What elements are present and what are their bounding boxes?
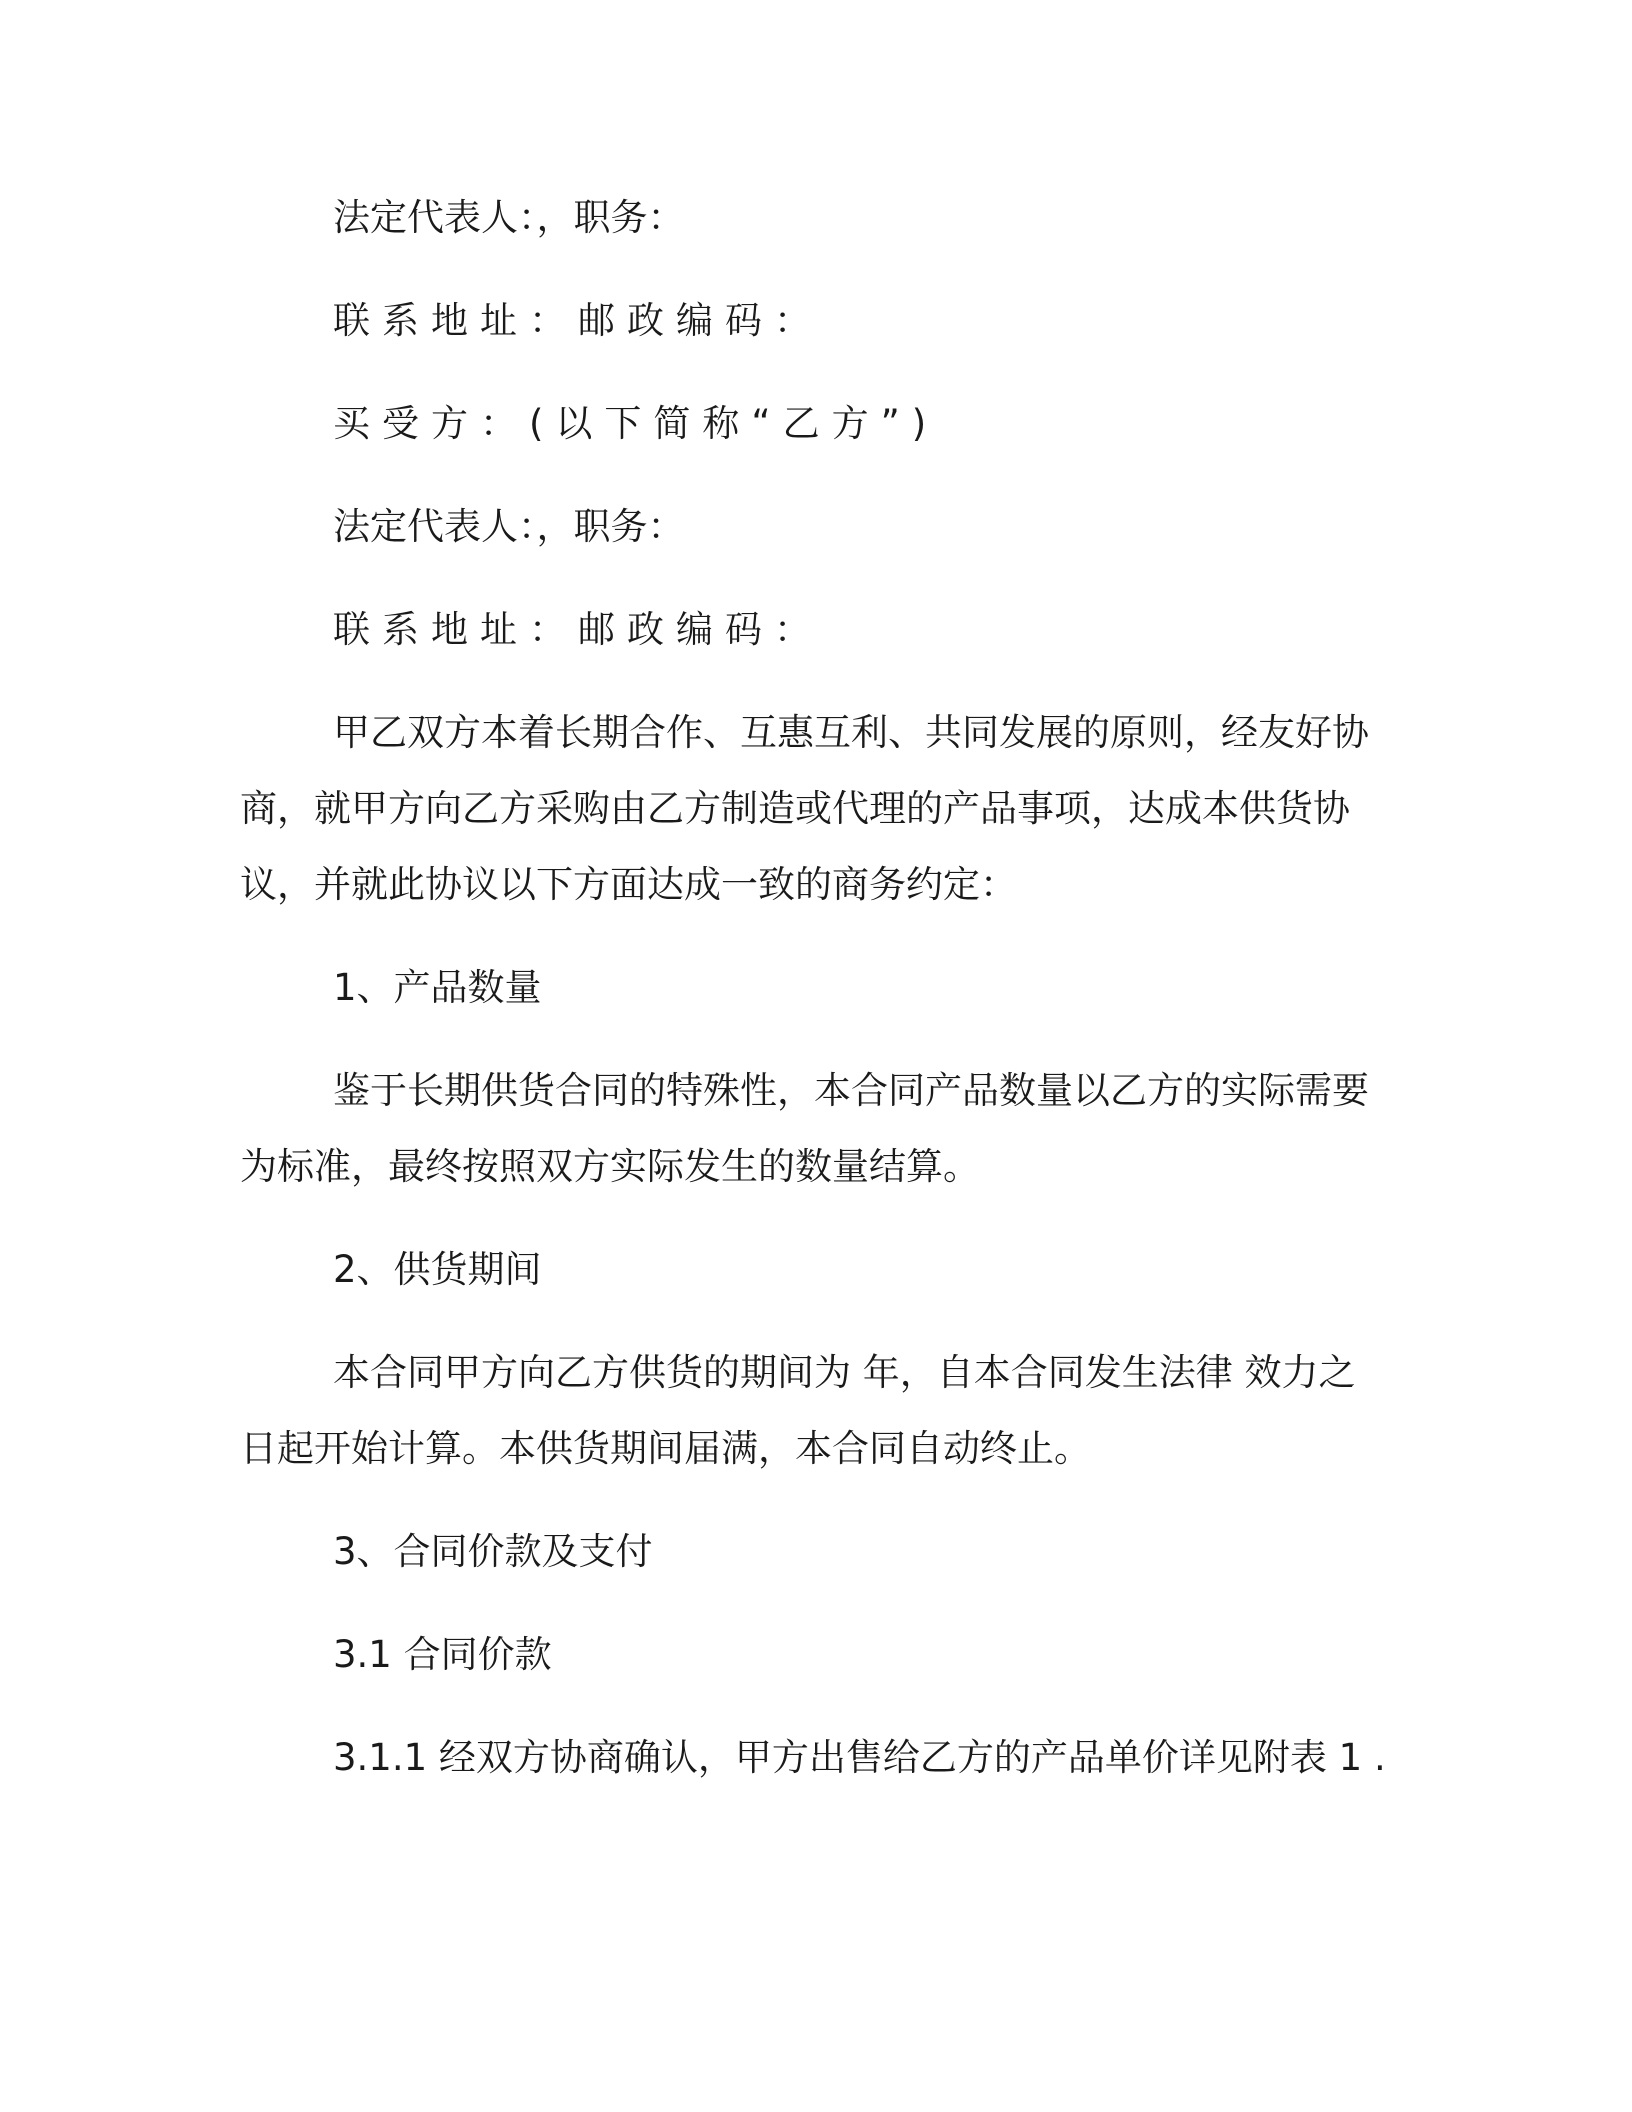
contact-address-line-a: 联系地址：邮政编码： [333, 299, 823, 342]
clause-3-1-1: 3.1.1 经双方协商确认，甲方出售给乙方的产品单价详见附表 1 . [333, 1736, 1386, 1779]
section-2-line-1: 本合同甲方向乙方供货的期间为 年，自本合同发生法律 效力之 [333, 1351, 1356, 1394]
legal-rep-line-a: 法定代表人：，职务： [333, 196, 685, 239]
preamble-line-1: 甲乙双方本着长期合作、互惠互利、共同发展的原则，经友好协 [333, 711, 1369, 754]
section-heading-3: 3、合同价款及支付 [333, 1530, 653, 1573]
contact-address-line-b: 联系地址：邮政编码： [333, 608, 823, 651]
preamble-line-2: 商，就甲方向乙方采购由乙方制造或代理的产品事项，达成本供货协 [240, 787, 1350, 830]
section-2-line-2: 日起开始计算。本供货期间届满，本合同自动终止。 [240, 1427, 1091, 1470]
preamble-line-3: 议，并就此协议以下方面达成一致的商务约定： [240, 863, 1017, 906]
buyer-line: 买受方：(以下简称“乙方”) [333, 402, 939, 445]
section-1-line-1: 鉴于长期供货合同的特殊性，本合同产品数量以乙方的实际需要 [333, 1069, 1369, 1112]
section-1-line-2: 为标准，最终按照双方实际发生的数量结算。 [240, 1145, 980, 1188]
subsection-heading-3-1: 3.1 合同价款 [333, 1633, 552, 1676]
section-heading-2: 2、供货期间 [333, 1248, 542, 1291]
section-heading-1: 1、产品数量 [333, 966, 542, 1009]
legal-rep-line-b: 法定代表人：，职务： [333, 505, 685, 548]
